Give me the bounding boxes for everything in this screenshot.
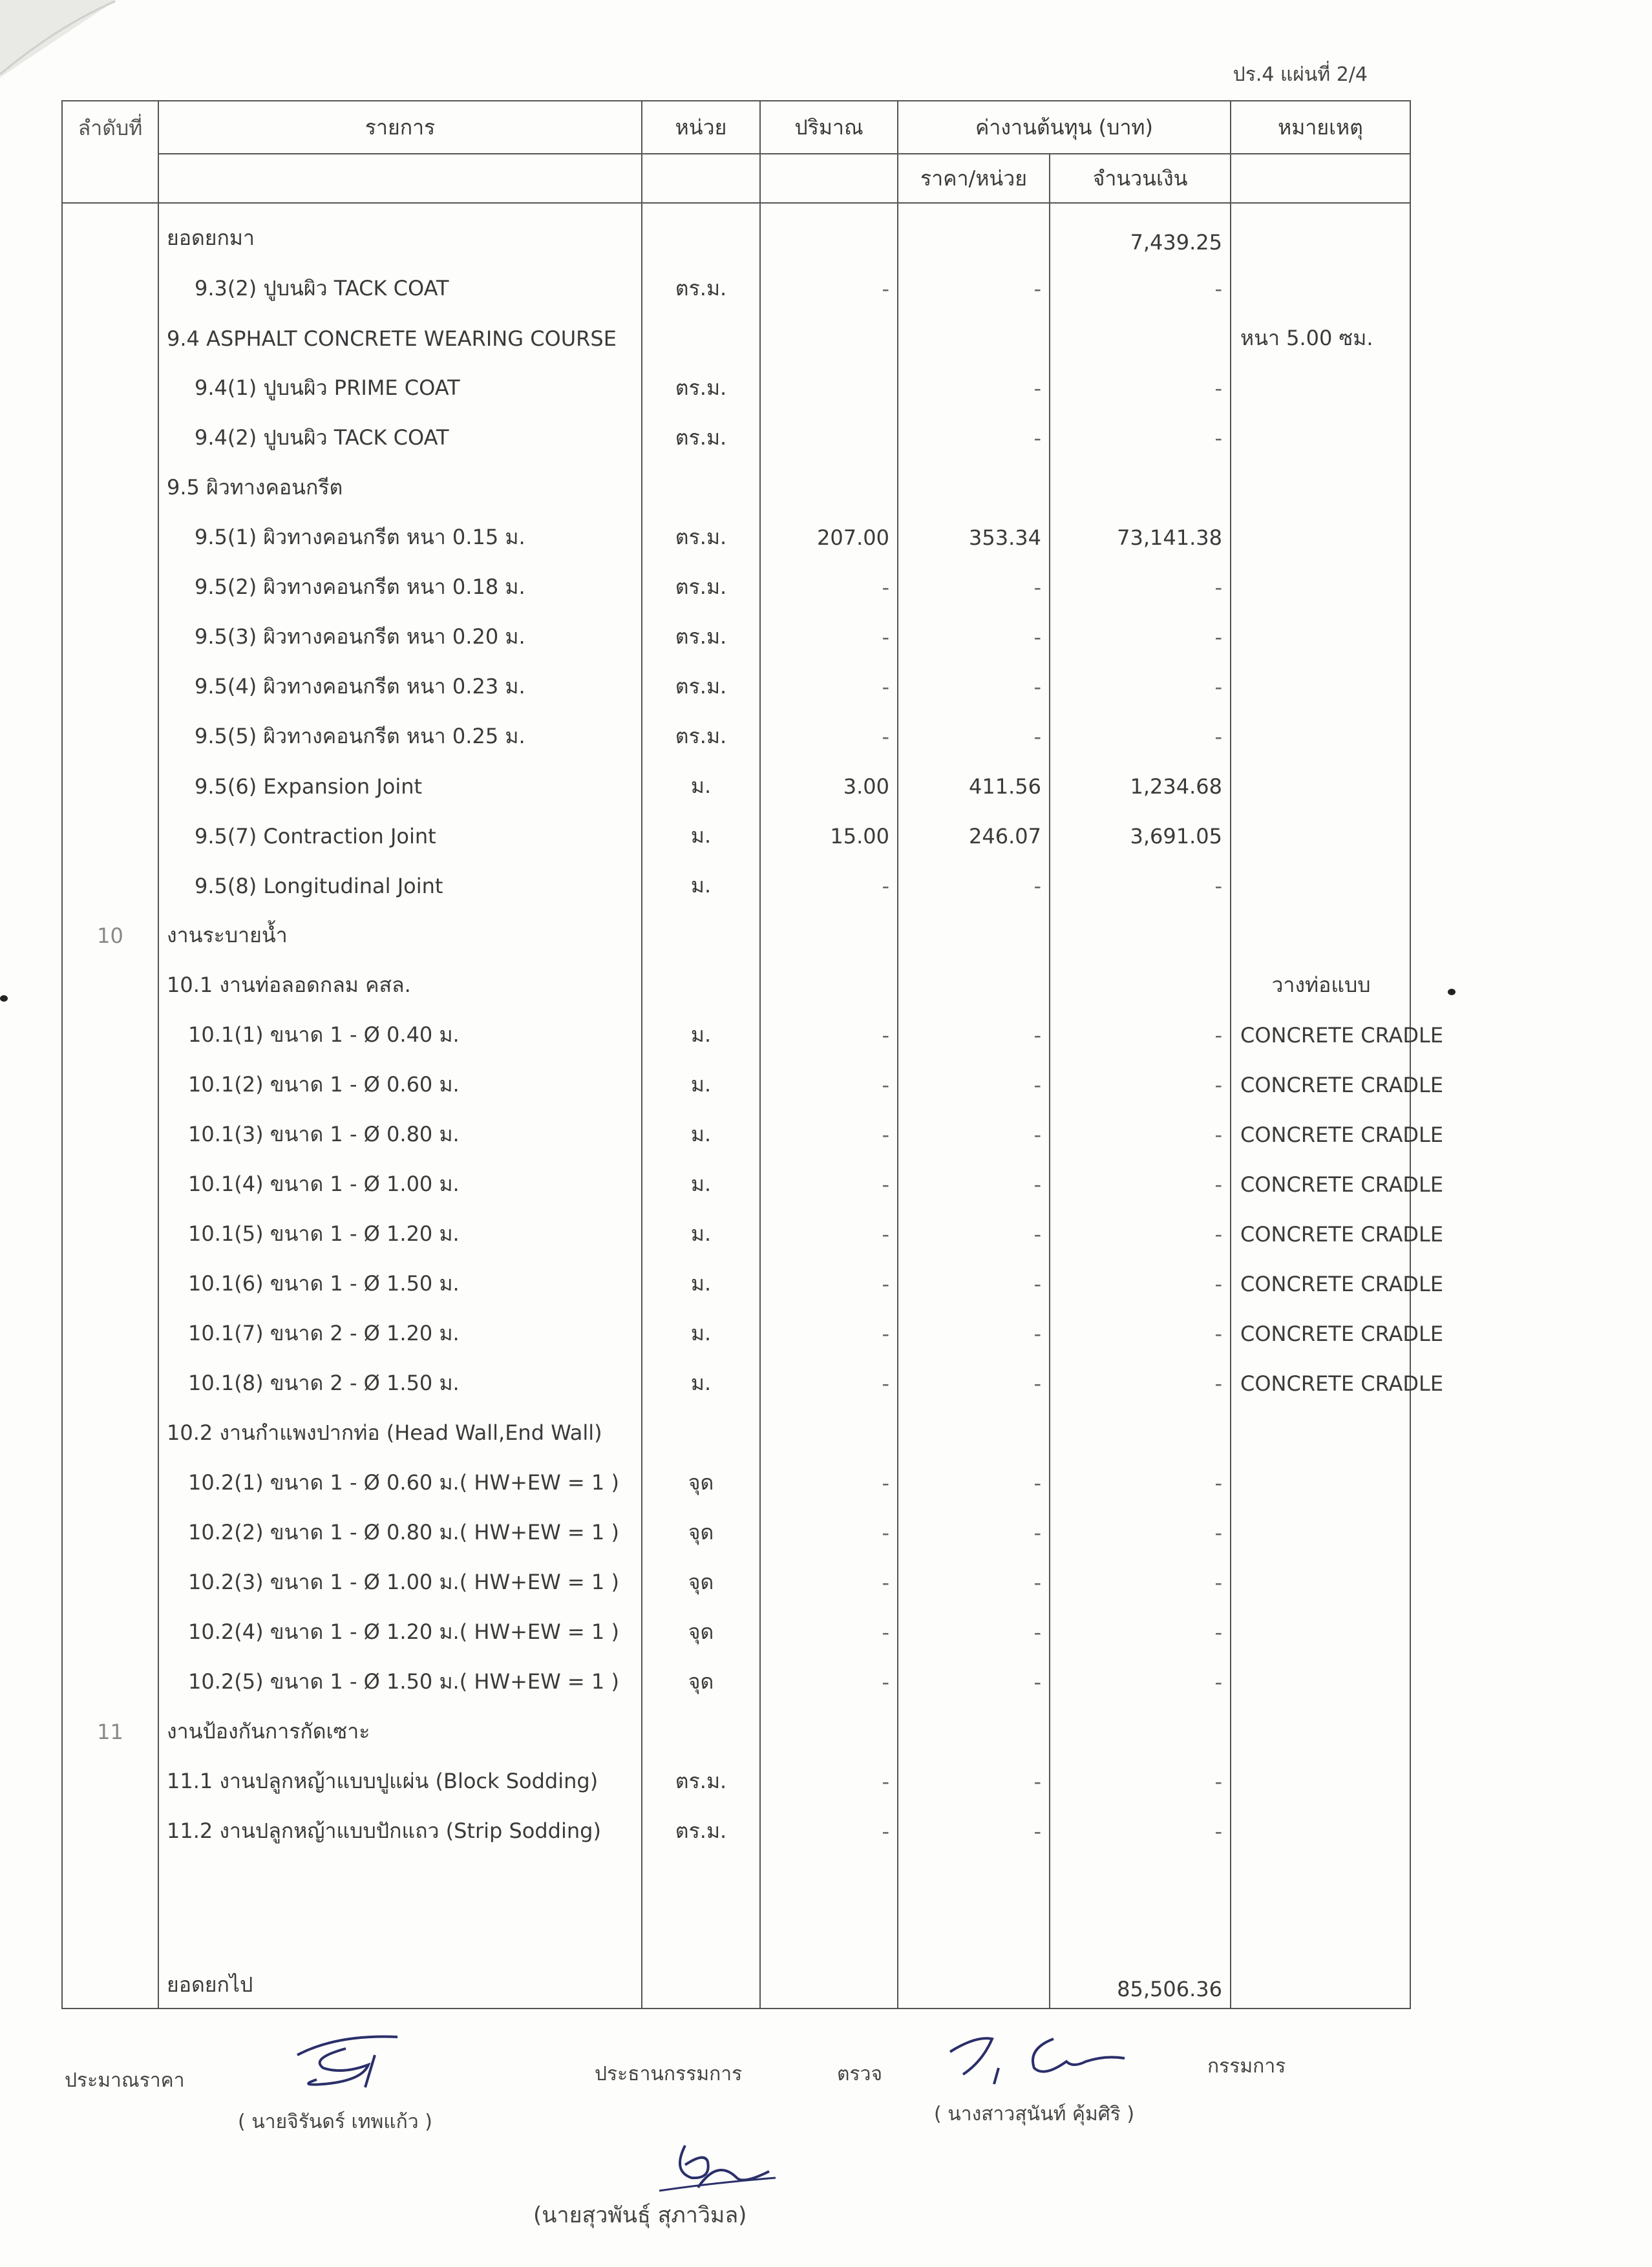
unit-cell: จุด bbox=[642, 1607, 760, 1657]
unit-price-cell bbox=[898, 1408, 1050, 1458]
header-qty: ปริมาณ bbox=[760, 101, 898, 154]
remark-cell bbox=[1231, 811, 1410, 861]
amount-cell: - bbox=[1050, 1806, 1231, 1856]
remark-cell bbox=[1231, 712, 1410, 761]
table-row bbox=[62, 264, 1410, 313]
unit-price-cell: - bbox=[898, 1508, 1050, 1557]
qty-cell: - bbox=[760, 712, 898, 761]
item-cell: 9.4 ASPHALT CONCRETE WEARING COURSE bbox=[158, 313, 642, 363]
table-row bbox=[62, 662, 1410, 712]
amount-cell: - bbox=[1050, 1209, 1231, 1259]
seq-cell bbox=[62, 811, 158, 861]
amount-cell: - bbox=[1050, 662, 1231, 712]
signature-block bbox=[0, 2003, 1652, 2262]
qty-cell: - bbox=[760, 1060, 898, 1110]
amount-cell: - bbox=[1050, 1557, 1231, 1607]
qty-cell bbox=[760, 363, 898, 413]
item-cell: 9.5(4) ผิวทางคอนกรีต หนา 0.23 ม. bbox=[158, 662, 642, 712]
unit-cell: ตร.ม. bbox=[642, 264, 760, 313]
unit-cell: ตร.ม. bbox=[642, 1756, 760, 1806]
item-cell: 10.1(3) ขนาด 1 - Ø 0.80 ม. bbox=[158, 1110, 642, 1159]
amount-cell bbox=[1050, 960, 1231, 1010]
seq-cell bbox=[62, 1309, 158, 1358]
unit-cell bbox=[642, 1408, 760, 1458]
qty-cell: 3.00 bbox=[760, 761, 898, 811]
remark-cell bbox=[1231, 1607, 1410, 1657]
seq-cell bbox=[62, 712, 158, 761]
qty-cell: - bbox=[760, 861, 898, 911]
carried-forward-amount: 85,506.36 bbox=[1050, 1952, 1231, 2009]
committee-name: ( นางสาวสุนันท์ คุ้มศิริ ) bbox=[934, 2103, 1135, 2125]
qty-cell: - bbox=[760, 1657, 898, 1707]
unit-price-cell bbox=[898, 911, 1050, 960]
unit-cell: ม. bbox=[642, 1309, 760, 1358]
unit-cell: ม. bbox=[642, 1358, 760, 1408]
qty-cell bbox=[760, 960, 898, 1010]
table-row bbox=[62, 1259, 1410, 1309]
seq-cell bbox=[62, 1607, 158, 1657]
amount-cell: - bbox=[1050, 1756, 1231, 1806]
unit-cell bbox=[642, 960, 760, 1010]
table-row bbox=[62, 960, 1410, 1010]
seq-cell bbox=[62, 1508, 158, 1557]
table-row bbox=[62, 1209, 1410, 1259]
table-row bbox=[62, 811, 1410, 861]
unit-price-cell: - bbox=[898, 1110, 1050, 1159]
amount-cell: - bbox=[1050, 861, 1231, 911]
blank-row bbox=[62, 1856, 1410, 1952]
table-row bbox=[62, 1010, 1410, 1060]
amount-cell: - bbox=[1050, 264, 1231, 313]
unit-price-cell bbox=[898, 313, 1050, 363]
seq-cell bbox=[62, 1159, 158, 1209]
unit-price-cell: - bbox=[898, 264, 1050, 313]
table-row bbox=[62, 761, 1410, 811]
qty-cell: - bbox=[760, 1209, 898, 1259]
chair-name: (นายสุวพันธุ์ สุภาวิมล) bbox=[533, 2202, 747, 2228]
page-number: ปร.4 แผ่นที่ 2/4 bbox=[1233, 63, 1368, 86]
unit-cell: ม. bbox=[642, 1010, 760, 1060]
unit-price-cell: - bbox=[898, 1060, 1050, 1110]
seq-cell bbox=[62, 413, 158, 463]
seq-cell bbox=[62, 1756, 158, 1806]
estimator-label: ประมาณราคา bbox=[65, 2069, 185, 2092]
remark-cell bbox=[1231, 1707, 1410, 1756]
seq-cell bbox=[62, 264, 158, 313]
remark-cell bbox=[1231, 264, 1410, 313]
table-row bbox=[62, 1159, 1410, 1209]
item-cell: 10.2(2) ขนาด 1 - Ø 0.80 ม.( HW+EW = 1 ) bbox=[158, 1508, 642, 1557]
unit-cell bbox=[642, 1707, 760, 1756]
seq-cell bbox=[62, 1259, 158, 1309]
remark-cell bbox=[1231, 1508, 1410, 1557]
remark-cell: CONCRETE CRADLE bbox=[1231, 1010, 1410, 1060]
remark-cell: CONCRETE CRADLE bbox=[1231, 1259, 1410, 1309]
table-row bbox=[62, 562, 1410, 612]
unit-cell: จุด bbox=[642, 1508, 760, 1557]
amount-cell: - bbox=[1050, 1657, 1231, 1707]
amount-cell: - bbox=[1050, 1110, 1231, 1159]
item-cell: 10.1(4) ขนาด 1 - Ø 1.00 ม. bbox=[158, 1159, 642, 1209]
remark-cell: CONCRETE CRADLE bbox=[1231, 1209, 1410, 1259]
qty-cell: - bbox=[760, 264, 898, 313]
amount-cell: - bbox=[1050, 1010, 1231, 1060]
item-cell: 10.1(8) ขนาด 2 - Ø 1.50 ม. bbox=[158, 1358, 642, 1408]
amount-cell: - bbox=[1050, 1259, 1231, 1309]
seq-cell: 11 bbox=[62, 1707, 158, 1756]
unit-price-cell: 411.56 bbox=[898, 761, 1050, 811]
unit-cell bbox=[642, 911, 760, 960]
qty-cell: 15.00 bbox=[760, 811, 898, 861]
header-unit: หน่วย bbox=[642, 101, 760, 154]
table-row bbox=[62, 1408, 1410, 1458]
unit-price-cell: - bbox=[898, 413, 1050, 463]
unit-cell: ม. bbox=[642, 1060, 760, 1110]
seq-cell bbox=[62, 1358, 158, 1408]
remark-cell bbox=[1231, 1657, 1410, 1707]
unit-cell: ตร.ม. bbox=[642, 662, 760, 712]
brought-forward-label: ยอดยกมา bbox=[158, 203, 642, 264]
table-row bbox=[62, 1508, 1410, 1557]
item-cell: 10.1(7) ขนาด 2 - Ø 1.20 ม. bbox=[158, 1309, 642, 1358]
header-unit-blank bbox=[642, 154, 760, 203]
margin-mark bbox=[0, 995, 8, 1002]
unit-price-cell: - bbox=[898, 363, 1050, 413]
header-amount: จำนวนเงิน bbox=[1050, 154, 1231, 203]
seq-cell bbox=[62, 861, 158, 911]
remark-cell bbox=[1231, 1408, 1410, 1458]
margin-mark bbox=[1448, 989, 1456, 995]
qty-cell bbox=[760, 1707, 898, 1756]
table-row bbox=[62, 1309, 1410, 1358]
remark-cell bbox=[1231, 1756, 1410, 1806]
chair-signature bbox=[646, 2133, 789, 2206]
remark-cell bbox=[1231, 1557, 1410, 1607]
amount-cell: - bbox=[1050, 1607, 1231, 1657]
item-cell: 10.2(3) ขนาด 1 - Ø 1.00 ม.( HW+EW = 1 ) bbox=[158, 1557, 642, 1607]
remark-cell bbox=[1231, 1806, 1410, 1856]
unit-price-cell bbox=[898, 1707, 1050, 1756]
remark-cell bbox=[1231, 363, 1410, 413]
unit-cell bbox=[642, 463, 760, 512]
unit-price-cell: - bbox=[898, 1358, 1050, 1408]
item-cell: 9.5(7) Contraction Joint bbox=[158, 811, 642, 861]
seq-cell bbox=[62, 363, 158, 413]
remark-cell bbox=[1231, 413, 1410, 463]
item-cell: 11.2 งานปลูกหญ้าแบบปักแถว (Strip Sodding) bbox=[158, 1806, 642, 1856]
brought-forward-amount: 7,439.25 bbox=[1050, 203, 1231, 264]
committee-signature bbox=[937, 2023, 1150, 2096]
qty-cell: - bbox=[760, 662, 898, 712]
seq-cell: 10 bbox=[62, 911, 158, 960]
seq-cell bbox=[62, 512, 158, 562]
amount-cell: - bbox=[1050, 1458, 1231, 1508]
amount-cell: - bbox=[1050, 562, 1231, 612]
qty-cell: - bbox=[760, 1259, 898, 1309]
remark-cell bbox=[1231, 463, 1410, 512]
amount-cell: 73,141.38 bbox=[1050, 512, 1231, 562]
unit-cell: ม. bbox=[642, 1209, 760, 1259]
unit-price-cell: - bbox=[898, 1010, 1050, 1060]
table-row bbox=[62, 1060, 1410, 1110]
unit-price-cell: - bbox=[898, 1806, 1050, 1856]
unit-cell: ตร.ม. bbox=[642, 413, 760, 463]
table-row bbox=[62, 413, 1410, 463]
remark-cell bbox=[1231, 662, 1410, 712]
item-cell: 10.1(2) ขนาด 1 - Ø 0.60 ม. bbox=[158, 1060, 642, 1110]
item-cell: 10.1 งานท่อลอดกลม คสล. bbox=[158, 960, 642, 1010]
estimator-name: ( นายจิรันดร์ เทพแก้ว ) bbox=[238, 2111, 432, 2133]
unit-price-cell: - bbox=[898, 712, 1050, 761]
unit-price-cell: - bbox=[898, 1259, 1050, 1309]
qty-cell: 207.00 bbox=[760, 512, 898, 562]
item-cell: 10.2(5) ขนาด 1 - Ø 1.50 ม.( HW+EW = 1 ) bbox=[158, 1657, 642, 1707]
remark-cell: วางท่อแบบ bbox=[1231, 960, 1410, 1010]
amount-cell bbox=[1050, 911, 1231, 960]
unit-price-cell: - bbox=[898, 1309, 1050, 1358]
item-cell: 10.2 งานกำแพงปากท่อ (Head Wall,End Wall) bbox=[158, 1408, 642, 1458]
item-cell: 11.1 งานปลูกหญ้าแบบปูแผ่น (Block Sodding) bbox=[158, 1756, 642, 1806]
remark-cell: CONCRETE CRADLE bbox=[1231, 1110, 1410, 1159]
scan-corner-shadow bbox=[0, 0, 129, 93]
remark-cell bbox=[1231, 761, 1410, 811]
amount-cell: - bbox=[1050, 1358, 1231, 1408]
table-row bbox=[62, 463, 1410, 512]
qty-cell bbox=[760, 463, 898, 512]
header-remark: หมายเหตุ bbox=[1231, 101, 1410, 154]
remark-cell bbox=[1231, 911, 1410, 960]
remark-cell bbox=[1231, 861, 1410, 911]
table-row bbox=[62, 363, 1410, 413]
item-cell: 9.5(2) ผิวทางคอนกรีต หนา 0.18 ม. bbox=[158, 562, 642, 612]
seq-cell bbox=[62, 1806, 158, 1856]
unit-cell: ตร.ม. bbox=[642, 562, 760, 612]
unit-price-cell: - bbox=[898, 1458, 1050, 1508]
unit-price-cell: - bbox=[898, 1209, 1050, 1259]
seq-cell bbox=[62, 562, 158, 612]
table-row bbox=[62, 313, 1410, 363]
table-row bbox=[62, 1756, 1410, 1806]
unit-price-cell: - bbox=[898, 1557, 1050, 1607]
unit-price-cell: 353.34 bbox=[898, 512, 1050, 562]
seq-cell bbox=[62, 1408, 158, 1458]
amount-cell bbox=[1050, 1707, 1231, 1756]
carried-forward-row bbox=[62, 1952, 1410, 2009]
amount-cell: - bbox=[1050, 363, 1231, 413]
seq-cell bbox=[62, 1010, 158, 1060]
remark-cell: CONCRETE CRADLE bbox=[1231, 1309, 1410, 1358]
unit-price-cell bbox=[898, 960, 1050, 1010]
qty-cell: - bbox=[760, 1110, 898, 1159]
qty-cell: - bbox=[760, 562, 898, 612]
seq-cell bbox=[62, 612, 158, 662]
unit-cell: ม. bbox=[642, 761, 760, 811]
remark-cell: CONCRETE CRADLE bbox=[1231, 1060, 1410, 1110]
chair-label: ประธานกรรมการ bbox=[595, 2063, 743, 2085]
qty-cell: - bbox=[760, 1607, 898, 1657]
unit-price-cell: - bbox=[898, 562, 1050, 612]
item-cell: 9.4(2) ปูบนผิว TACK COAT bbox=[158, 413, 642, 463]
remark-cell bbox=[1231, 512, 1410, 562]
committee-label: กรรมการ bbox=[1207, 2055, 1286, 2078]
qty-cell: - bbox=[760, 1756, 898, 1806]
remark-cell bbox=[1231, 562, 1410, 612]
brought-forward-row bbox=[62, 203, 1410, 264]
qty-cell: - bbox=[760, 1309, 898, 1358]
header-seq: ลำดับที่ bbox=[62, 101, 158, 203]
seq-cell bbox=[62, 463, 158, 512]
unit-cell: จุด bbox=[642, 1458, 760, 1508]
remark-cell: CONCRETE CRADLE bbox=[1231, 1159, 1410, 1209]
table-row bbox=[62, 1707, 1410, 1756]
amount-cell: - bbox=[1050, 1508, 1231, 1557]
amount-cell: - bbox=[1050, 1159, 1231, 1209]
seq-cell bbox=[62, 960, 158, 1010]
unit-cell: จุด bbox=[642, 1557, 760, 1607]
unit-cell: ม. bbox=[642, 1259, 760, 1309]
remark-cell bbox=[1231, 612, 1410, 662]
seq-cell bbox=[62, 1657, 158, 1707]
unit-cell: ตร.ม. bbox=[642, 363, 760, 413]
unit-cell: ตร.ม. bbox=[642, 512, 760, 562]
unit-price-cell: - bbox=[898, 1607, 1050, 1657]
item-cell: งานป้องกันการกัดเซาะ bbox=[158, 1707, 642, 1756]
header-unit-price: ราคา/หน่วย bbox=[898, 154, 1050, 203]
amount-cell bbox=[1050, 463, 1231, 512]
amount-cell: - bbox=[1050, 1309, 1231, 1358]
table-row bbox=[62, 712, 1410, 761]
unit-price-cell: - bbox=[898, 662, 1050, 712]
item-cell: 9.5(3) ผิวทางคอนกรีต หนา 0.20 ม. bbox=[158, 612, 642, 662]
table-row bbox=[62, 911, 1410, 960]
carried-forward-label: ยอดยกไป bbox=[158, 1952, 642, 2009]
item-cell: 10.2(1) ขนาด 1 - Ø 0.60 ม.( HW+EW = 1 ) bbox=[158, 1458, 642, 1508]
item-cell: งานระบายน้ำ bbox=[158, 911, 642, 960]
unit-price-cell: - bbox=[898, 612, 1050, 662]
estimator-signature bbox=[284, 2029, 452, 2103]
item-cell: 10.2(4) ขนาด 1 - Ø 1.20 ม.( HW+EW = 1 ) bbox=[158, 1607, 642, 1657]
amount-cell: - bbox=[1050, 712, 1231, 761]
table-row bbox=[62, 1557, 1410, 1607]
table-row bbox=[62, 1358, 1410, 1408]
unit-price-cell: 246.07 bbox=[898, 811, 1050, 861]
qty-cell: - bbox=[760, 1458, 898, 1508]
unit-price-cell: - bbox=[898, 1756, 1050, 1806]
qty-cell bbox=[760, 911, 898, 960]
qty-cell: - bbox=[760, 1159, 898, 1209]
amount-cell bbox=[1050, 313, 1231, 363]
header-remark-blank bbox=[1231, 154, 1410, 203]
header-cost-group: ค่างานต้นทุน (บาท) bbox=[898, 101, 1231, 154]
unit-price-cell: - bbox=[898, 1657, 1050, 1707]
header-item-blank bbox=[158, 154, 642, 203]
amount-cell: 1,234.68 bbox=[1050, 761, 1231, 811]
amount-cell: - bbox=[1050, 1060, 1231, 1110]
item-cell: 10.1(6) ขนาด 1 - Ø 1.50 ม. bbox=[158, 1259, 642, 1309]
item-cell: 9.5(5) ผิวทางคอนกรีต หนา 0.25 ม. bbox=[158, 712, 642, 761]
unit-cell bbox=[642, 313, 760, 363]
header-qty-blank bbox=[760, 154, 898, 203]
qty-cell: - bbox=[760, 1010, 898, 1060]
qty-cell bbox=[760, 413, 898, 463]
qty-cell: - bbox=[760, 1557, 898, 1607]
table-row bbox=[62, 512, 1410, 562]
amount-cell bbox=[1050, 1408, 1231, 1458]
seq-cell bbox=[62, 1110, 158, 1159]
unit-cell: ม. bbox=[642, 861, 760, 911]
item-cell: 9.5(1) ผิวทางคอนกรีต หนา 0.15 ม. bbox=[158, 512, 642, 562]
unit-cell: ตร.ม. bbox=[642, 712, 760, 761]
item-cell: 10.1(5) ขนาด 1 - Ø 1.20 ม. bbox=[158, 1209, 642, 1259]
item-cell: 9.5(8) Longitudinal Joint bbox=[158, 861, 642, 911]
table-row bbox=[62, 1458, 1410, 1508]
item-cell: 10.1(1) ขนาด 1 - Ø 0.40 ม. bbox=[158, 1010, 642, 1060]
unit-price-cell: - bbox=[898, 1159, 1050, 1209]
amount-cell: 3,691.05 bbox=[1050, 811, 1231, 861]
unit-cell: ม. bbox=[642, 811, 760, 861]
bill-of-quantities-table bbox=[61, 100, 1444, 2009]
amount-cell: - bbox=[1050, 612, 1231, 662]
seq-cell bbox=[62, 1557, 158, 1607]
unit-price-cell bbox=[898, 463, 1050, 512]
qty-cell bbox=[760, 1408, 898, 1458]
table-row bbox=[62, 612, 1410, 662]
unit-price-cell: - bbox=[898, 861, 1050, 911]
table-row bbox=[62, 1110, 1410, 1159]
table-row bbox=[62, 1806, 1410, 1856]
remark-cell bbox=[1231, 1458, 1410, 1508]
unit-cell: ตร.ม. bbox=[642, 1806, 760, 1856]
header-item: รายการ bbox=[158, 101, 642, 154]
remark-cell: หนา 5.00 ซม. bbox=[1231, 313, 1410, 363]
remark-cell: CONCRETE CRADLE bbox=[1231, 1358, 1410, 1408]
seq-cell bbox=[62, 662, 158, 712]
qty-cell: - bbox=[760, 1508, 898, 1557]
unit-cell: ม. bbox=[642, 1159, 760, 1209]
seq-cell bbox=[62, 1060, 158, 1110]
unit-cell: ตร.ม. bbox=[642, 612, 760, 662]
table-row bbox=[62, 861, 1410, 911]
unit-cell: จุด bbox=[642, 1657, 760, 1707]
item-cell: 9.4(1) ปูบนผิว PRIME COAT bbox=[158, 363, 642, 413]
unit-cell: ม. bbox=[642, 1110, 760, 1159]
qty-cell: - bbox=[760, 1806, 898, 1856]
amount-cell: - bbox=[1050, 413, 1231, 463]
qty-cell bbox=[760, 313, 898, 363]
item-cell: 9.5(6) Expansion Joint bbox=[158, 761, 642, 811]
check-label: ตรวจ bbox=[837, 2063, 883, 2085]
table-row bbox=[62, 1607, 1410, 1657]
seq-cell bbox=[62, 313, 158, 363]
table-row bbox=[62, 1657, 1410, 1707]
item-cell: 9.3(2) ปูบนผิว TACK COAT bbox=[158, 264, 642, 313]
seq-cell bbox=[62, 1458, 158, 1508]
item-cell: 9.5 ผิวทางคอนกรีต bbox=[158, 463, 642, 512]
qty-cell: - bbox=[760, 1358, 898, 1408]
qty-cell: - bbox=[760, 612, 898, 662]
seq-cell bbox=[62, 761, 158, 811]
seq-cell bbox=[62, 1209, 158, 1259]
